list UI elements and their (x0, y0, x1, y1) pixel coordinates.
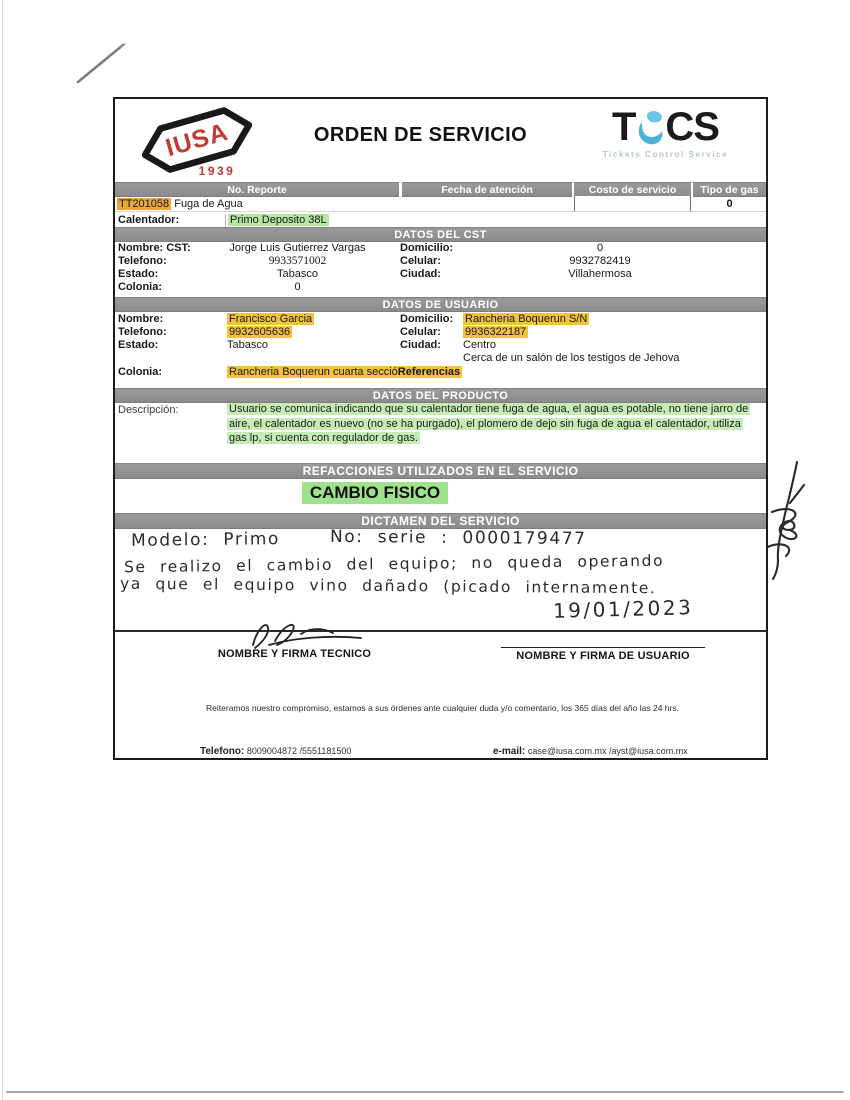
cst-ciudad-label: Ciudad: (400, 268, 441, 280)
calentador-value-text: Primo Deposito 38L (230, 214, 327, 226)
footer-email (493, 746, 688, 757)
usuario-ciudad-label: Ciudad: (400, 339, 441, 351)
iusa-year: 1939 (198, 164, 236, 178)
col-header-no-reporte: No. Reporte (115, 182, 399, 197)
pencil-mark (72, 38, 132, 88)
cst-nombre-label: Nombre: CST: (118, 242, 191, 254)
referencias-label: Referencias (397, 366, 461, 378)
costo-servicio-cell (574, 196, 691, 211)
dictamen-line2: Se realizo el cambio del equipo; no queda operando (123, 551, 665, 577)
cst-celular-label: Celular: (400, 255, 441, 267)
dictamen-line1b: No: serie : 0000179477 (329, 526, 587, 550)
descripcion-value (227, 402, 749, 446)
firma-tecnico-label: NOMBRE Y FIRMA TECNICO (217, 648, 372, 660)
section-bar-producto: DATOS DEL PRODUCTO (115, 388, 766, 403)
usuario-ciudad-value: Centro (463, 339, 497, 351)
dictamen-date: 19/01/2023 (552, 595, 694, 623)
footer-telefono (200, 746, 351, 757)
cst-estado-value: Tabasco (277, 268, 318, 280)
cst-colonia-value: 0 (294, 281, 301, 293)
firma-usuario-line (501, 647, 705, 648)
section-bar-refacciones: REFACCIONES UTILIZADOS EN EL SERVICIO (115, 463, 766, 479)
usuario-estado-value: Tabasco (227, 339, 268, 351)
report-row (117, 198, 243, 211)
usuario-celular-text: 9936322187 (465, 326, 527, 338)
usuario-telefono-value (227, 326, 292, 339)
service-order-form (113, 97, 768, 760)
firma-usuario-label: NOMBRE Y FIRMA DE USUARIO (516, 650, 690, 662)
usuario-domicilio-value (463, 313, 589, 326)
usuario-domicilio-label: Domicilio: (400, 313, 454, 325)
report-number: TT201058 (119, 198, 170, 210)
report-description: Fuga de Agua (174, 198, 243, 210)
footer-email-label: e-mail: (493, 746, 526, 757)
col-header-tipo-gas: Tipo de gas (693, 182, 766, 197)
descripcion-label: Descripción: (118, 404, 179, 416)
usuario-referencias-value: Cerca de un salón de los testigos de Jehova (463, 352, 680, 364)
cambio-fisico-text: CAMBIO FISICO (302, 482, 448, 504)
cst-nombre-value: Jorge Luis Gutierrez Vargas (229, 242, 366, 254)
calentador-label: Calentador: (118, 214, 180, 226)
usuario-telefono-text: 9932605636 (229, 326, 291, 338)
tcs-letter-cs: CS (665, 105, 719, 149)
usuario-celular-label: Celular: (400, 326, 441, 338)
col-header-costo: Costo de servicio (574, 182, 691, 197)
cst-domicilio-label: Domicilio: (400, 242, 454, 254)
section-bar-cst: DATOS DEL CST (115, 227, 766, 242)
iusa-logo (135, 104, 261, 180)
scan-edge-line (6, 1091, 844, 1093)
dictamen-line1a: Modelo: Primo (130, 529, 281, 551)
usuario-celular-value (463, 326, 528, 339)
footer-telefono-label: Telefono: (200, 746, 245, 757)
section-bar-dictamen: DICTAMEN DEL SERVICIO (115, 513, 766, 529)
cst-estado-label: Estado: (118, 268, 159, 280)
descripcion-text: Usuario se comunica indicando que su calentador tiene fuga de agua, el agua es potable, no tiene jarro de aire, el calentador es nuevo (no se ha purgado), el plomero de dejo sin fuga de agua el calentador, utiliza gas lp, si cuenta con regulador de gas. (229, 403, 749, 445)
footer-telefono-value: 8009004872 /5551181500 (246, 746, 352, 756)
pen-scribble (762, 460, 812, 582)
cst-telefono-value: 9933571002 (268, 255, 327, 267)
col-header-fecha: Fecha de atención (402, 182, 572, 197)
cst-ciudad-value: Villahermosa (568, 268, 632, 280)
usuario-telefono-label: Telefono: (118, 326, 167, 338)
row-divider (115, 211, 766, 212)
footer-compromiso: Reiteramos nuestro compromiso, estamos a sus órdenes ante cualquier duda y/o comentario, los 365 días del año las 24 hrs. (206, 703, 679, 713)
dictamen-line3: ya que el equipo vino dañado (picado internamente. (119, 574, 657, 598)
tcs-letter-t: T (611, 105, 636, 149)
calentador-value (225, 214, 329, 227)
page-title: ORDEN DE SERVICIO (313, 124, 528, 146)
cst-colonia-label: Colonia: (118, 281, 162, 293)
cst-domicilio-value: 0 (596, 242, 604, 254)
dictamen-bottom-border (115, 630, 766, 632)
tcs-logo (573, 107, 758, 159)
cst-telefono-label: Telefono: (118, 255, 167, 267)
section-bar-usuario: DATOS DE USUARIO (115, 297, 766, 312)
usuario-colonia-text (227, 366, 462, 378)
usuario-colonia-value (227, 366, 462, 379)
usuario-nombre-text: Francisco Garcia (229, 313, 313, 325)
cst-celular-value: 9932782419 (569, 255, 631, 267)
usuario-colonia-label: Colonia: (118, 366, 162, 378)
colonia-value: Rancheria Boquerun cuarta secció (229, 366, 398, 378)
tipo-gas-value: 0 (726, 198, 733, 210)
scan-left-edge (2, 0, 3, 1100)
tcs-bird-icon (634, 109, 666, 149)
usuario-nombre-value (227, 313, 314, 326)
tcs-subtitle: Tickets Control Service (602, 150, 729, 159)
footer-email-value: case@iusa.com.mx /ayst@iusa.com.mx (527, 746, 688, 756)
svg-text:IUSA: IUSA (162, 117, 232, 163)
refacciones-value (250, 483, 500, 503)
usuario-estado-label: Estado: (118, 339, 159, 351)
usuario-nombre-label: Nombre: (118, 313, 164, 325)
usuario-domicilio-text: Rancheria Boquerun S/N (465, 313, 588, 325)
